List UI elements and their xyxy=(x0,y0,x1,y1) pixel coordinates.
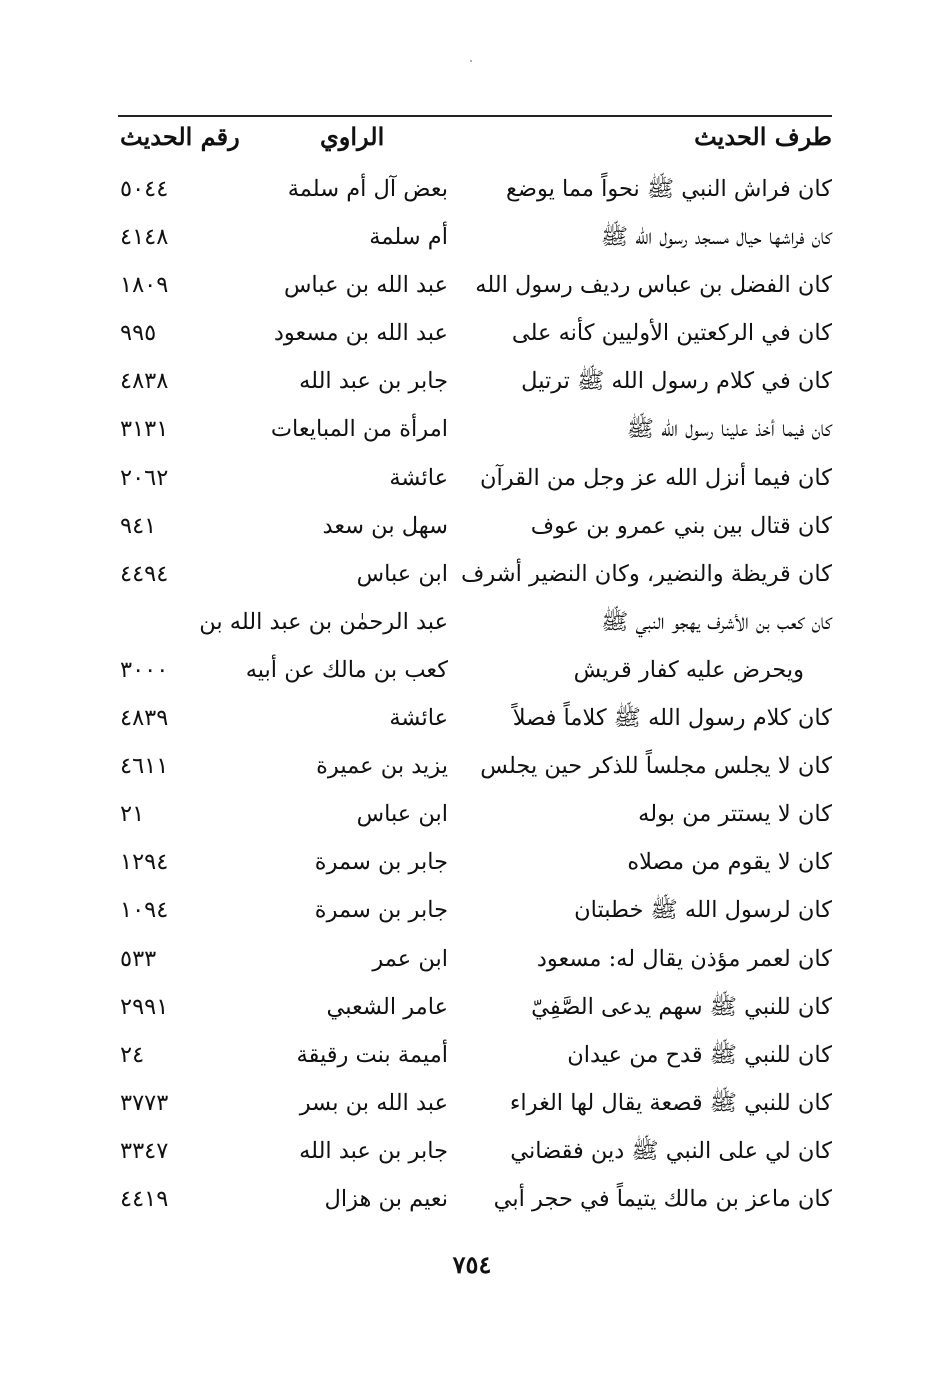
narrator: عبد الله بن مسعود xyxy=(273,320,448,347)
page-number: ٧٥٤ xyxy=(452,1250,492,1279)
table-row xyxy=(0,509,944,557)
table-row xyxy=(0,412,944,460)
table-row xyxy=(0,893,944,941)
hadith-text: كان ماعز بن مالك يتيماً في حجر أبي xyxy=(493,1185,832,1212)
table-row xyxy=(0,1134,944,1182)
hadith-text: كان قريظة والنضير، وكان النضير أشرف xyxy=(461,560,832,587)
hadith-number: ٣٧٧٣ xyxy=(120,1089,169,1116)
table-row xyxy=(0,172,944,220)
top-rule xyxy=(118,115,832,117)
hadith-text: كان لا يجلس مجلساً للذكر حين يجلس xyxy=(480,753,832,780)
hadith-number: ٤٨٣٩ xyxy=(120,705,169,732)
table-row xyxy=(0,749,944,797)
narrator: ابن عباس xyxy=(356,560,448,587)
narrator: امرأة من المبايعات xyxy=(270,416,448,443)
header-narrator: الراوي xyxy=(320,122,385,151)
table-row xyxy=(0,364,944,412)
header-hadith-text: طرف الحديث xyxy=(694,122,832,151)
table-row xyxy=(0,942,944,990)
narrator: ابن عباس xyxy=(356,801,448,828)
table-row xyxy=(0,845,944,893)
narrator: عبد الله بن عباس xyxy=(283,272,448,299)
hadith-text: كان فيما أخذ علينا رسول الله ﷺ xyxy=(626,416,832,443)
narrator: نعيم بن هزال xyxy=(324,1185,448,1212)
table-row xyxy=(0,990,944,1038)
table-row xyxy=(0,268,944,316)
narrator: سهل بن سعد xyxy=(322,512,448,539)
narrator: عبد الرحمٰن بن عبد الله بن xyxy=(199,608,448,635)
hadith-number: ٢١ xyxy=(120,801,145,828)
narrator: جابر بن عبد الله xyxy=(299,1137,448,1164)
hadith-text: كان كلام رسول الله ﷺ كلاماً فصلاً xyxy=(512,705,832,732)
hadith-text: كان للنبي ﷺ قدح من عيدان xyxy=(567,1041,832,1068)
hadith-text: كان لا يقوم من مصلاه xyxy=(627,849,832,876)
hadith-number: ٢٤ xyxy=(120,1041,145,1068)
hadith-text: كان في الركعتين الأوليين كأنه على xyxy=(511,320,832,347)
hadith-text: ويحرض عليه كفار قريش xyxy=(573,656,804,683)
table-row-continuation xyxy=(0,653,944,701)
hadith-number: ٢٩٩١ xyxy=(120,993,169,1020)
hadith-number: ٥٠٤٤ xyxy=(120,176,169,202)
hadith-number: ٥٣٣ xyxy=(120,945,157,972)
narrator: يزيد بن عميرة xyxy=(316,753,448,780)
narrator: أم سلمة xyxy=(369,224,448,251)
hadith-text: كان لا يستتر من بوله xyxy=(638,801,832,828)
hadith-number: ٣٣٤٧ xyxy=(120,1137,169,1164)
hadith-text: كان لرسول الله ﷺ خطبتان xyxy=(574,897,832,924)
hadith-text: كان كعب بن الأشرف يهجو النبي ﷺ xyxy=(601,608,832,635)
table-row xyxy=(0,316,944,364)
hadith-number: ١٠٩٤ xyxy=(120,897,169,924)
table-row xyxy=(0,797,944,845)
hadith-index-table xyxy=(0,172,944,1230)
narrator: بعض آل أم سلمة xyxy=(287,176,448,202)
narrator: جابر بن سمرة xyxy=(314,897,448,924)
hadith-number: ٢٠٦٢ xyxy=(120,464,169,491)
hadith-number: ٩٩٥ xyxy=(120,320,157,347)
hadith-number: ٤٤١٩ xyxy=(120,1185,169,1212)
narrator: عائشة xyxy=(389,705,448,732)
hadith-number: ١٨٠٩ xyxy=(120,272,169,299)
hadith-text: كان فراش النبي ﷺ نحواً مما يوضع xyxy=(505,176,832,202)
table-row xyxy=(0,605,944,653)
table-row xyxy=(0,1086,944,1134)
hadith-text: كان في كلام رسول الله ﷺ ترتيل xyxy=(521,368,832,395)
hadith-number: ٤٦١١ xyxy=(120,753,169,780)
hadith-text: كان قتال بين بني عمرو بن عوف xyxy=(530,512,832,539)
table-row xyxy=(0,557,944,605)
table-row xyxy=(0,701,944,749)
hadith-number: ٤٤٩٤ xyxy=(120,560,169,587)
hadith-number: ٣١٣١ xyxy=(120,416,169,443)
narrator: عامر الشعبي xyxy=(326,993,448,1020)
hadith-number: ١٢٩٤ xyxy=(120,849,169,876)
narrator: جابر بن سمرة xyxy=(314,849,448,876)
hadith-text: كان فراشها حيال مسجد رسول الله ﷺ xyxy=(600,224,832,251)
hadith-text: كان الفضل بن عباس رديف رسول الله xyxy=(475,272,832,299)
hadith-number: ٤٨٣٨ xyxy=(120,368,169,395)
hadith-number: ٤١٤٨ xyxy=(120,224,169,251)
narrator: ابن عمر xyxy=(372,945,448,972)
header-hadith-number: رقم الحديث xyxy=(120,122,240,151)
narrator: عبد الله بن بسر xyxy=(299,1089,448,1116)
hadith-text: كان لي على النبي ﷺ دين فقضاني xyxy=(510,1137,832,1164)
narrator: جابر بن عبد الله xyxy=(299,368,448,395)
table-row xyxy=(0,220,944,268)
hadith-text: كان فيما أنزل الله عز وجل من القرآن xyxy=(480,464,832,491)
table-row xyxy=(0,461,944,509)
hadith-text: كان للنبي ﷺ قصعة يقال لها الغراء xyxy=(509,1089,832,1116)
narrator: عائشة xyxy=(389,464,448,491)
hadith-number: ٩٤١ xyxy=(120,512,157,539)
hadith-text: كان لعمر مؤذن يقال له: مسعود xyxy=(536,945,832,972)
scan-speck xyxy=(470,60,472,62)
table-row xyxy=(0,1182,944,1230)
hadith-number: ٣٠٠٠ xyxy=(120,656,169,683)
narrator: أميمة بنت رقيقة xyxy=(296,1041,448,1068)
narrator: كعب بن مالك عن أبيه xyxy=(245,656,448,683)
table-row xyxy=(0,1038,944,1086)
hadith-text: كان للنبي ﷺ سهم يدعى الصَّفِيّ xyxy=(531,993,832,1020)
